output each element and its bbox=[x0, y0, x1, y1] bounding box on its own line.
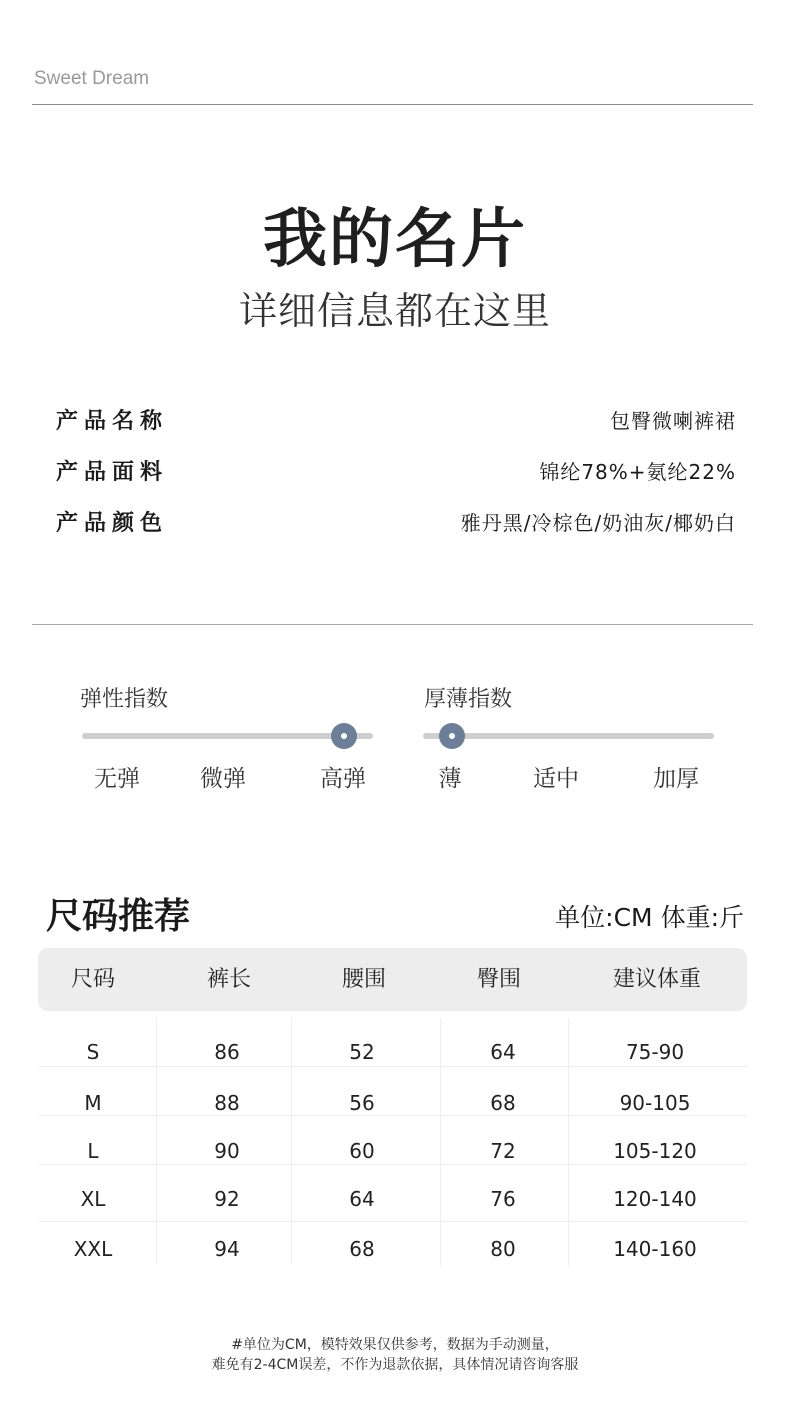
table-cell: 52 bbox=[349, 1040, 375, 1064]
table-cell: 105-120 bbox=[613, 1139, 697, 1163]
info-row-fabric bbox=[56, 455, 736, 487]
info-value: 雅丹黑/冷棕色/奶油灰/椰奶白 bbox=[460, 511, 736, 535]
table-cell: 64 bbox=[349, 1187, 375, 1211]
table-cell: 56 bbox=[349, 1091, 375, 1115]
info-row-name bbox=[56, 404, 736, 436]
info-value: 锦纶78%+氨纶22% bbox=[539, 460, 736, 484]
row-divider bbox=[38, 1221, 747, 1222]
header-waist: 腰围 bbox=[341, 967, 386, 992]
info-label: 产品颜色 bbox=[56, 511, 169, 536]
thickness-label-thick: 加厚 bbox=[653, 766, 699, 792]
info-label: 产品名称 bbox=[56, 409, 169, 434]
table-cell: 72 bbox=[490, 1139, 516, 1163]
elasticity-label-slight: 微弹 bbox=[200, 766, 246, 792]
table-cell: 90 bbox=[214, 1139, 240, 1163]
table-cell: 64 bbox=[490, 1040, 516, 1064]
size-cell: L bbox=[87, 1139, 99, 1163]
size-cell: S bbox=[86, 1040, 100, 1064]
row-divider bbox=[38, 1164, 747, 1165]
elasticity-label-high: 高弹 bbox=[320, 766, 366, 792]
info-value: 包臀微喇裤裙 bbox=[610, 409, 736, 433]
table-cell: 90-105 bbox=[619, 1091, 691, 1115]
middle-divider bbox=[32, 624, 753, 625]
thickness-indicator bbox=[439, 723, 465, 749]
table-cell: 76 bbox=[490, 1187, 516, 1211]
header-size: 尺码 bbox=[70, 967, 115, 992]
table-cell: 75-90 bbox=[625, 1040, 685, 1064]
table-cell: 92 bbox=[214, 1187, 240, 1211]
footnote-line-1: #单位为CM，模特效果仅供参考，数据为手动测量， bbox=[231, 1337, 559, 1353]
header-hip: 臀围 bbox=[476, 967, 521, 992]
thickness-label-medium: 适中 bbox=[533, 766, 579, 792]
info-row-color bbox=[56, 506, 736, 538]
unit-note: 单位:CM 体重:斤 bbox=[555, 903, 744, 932]
header-weight: 建议体重 bbox=[612, 967, 701, 992]
table-cell: 68 bbox=[349, 1237, 375, 1261]
table-cell: 140-160 bbox=[613, 1237, 697, 1261]
thickness-label-thin: 薄 bbox=[438, 766, 462, 792]
size-section-title: 尺码推荐 bbox=[46, 896, 191, 937]
thickness-track bbox=[423, 733, 714, 739]
brand-text: Sweet Dream bbox=[34, 68, 150, 89]
row-divider bbox=[38, 1066, 747, 1067]
elasticity-title: 弹性指数 bbox=[80, 687, 169, 712]
table-cell: 68 bbox=[490, 1091, 516, 1115]
top-divider bbox=[32, 104, 753, 105]
elasticity-indicator bbox=[331, 723, 357, 749]
table-cell: 86 bbox=[214, 1040, 240, 1064]
page-subtitle: 详细信息都在这里 bbox=[238, 289, 551, 333]
table-cell: 80 bbox=[490, 1237, 516, 1261]
thickness-title: 厚薄指数 bbox=[424, 687, 513, 712]
page-title: 我的名片 bbox=[263, 203, 527, 277]
footnote-line-2: 难免有2-4CM误差，不作为退款依据，具体情况请咨询客服 bbox=[211, 1357, 579, 1373]
table-cell: 88 bbox=[214, 1091, 240, 1115]
size-cell: XXL bbox=[73, 1237, 113, 1261]
row-divider bbox=[38, 1115, 747, 1116]
header-length: 裤长 bbox=[206, 967, 251, 992]
table-cell: 120-140 bbox=[613, 1187, 697, 1211]
table-cell: 94 bbox=[214, 1237, 240, 1261]
size-table-header bbox=[38, 948, 747, 1011]
elasticity-label-none: 无弹 bbox=[94, 766, 140, 792]
size-cell: M bbox=[84, 1091, 102, 1115]
table-cell: 60 bbox=[349, 1139, 375, 1163]
size-cell: XL bbox=[80, 1187, 106, 1211]
info-label: 产品面料 bbox=[56, 460, 169, 485]
elasticity-track bbox=[82, 733, 373, 739]
